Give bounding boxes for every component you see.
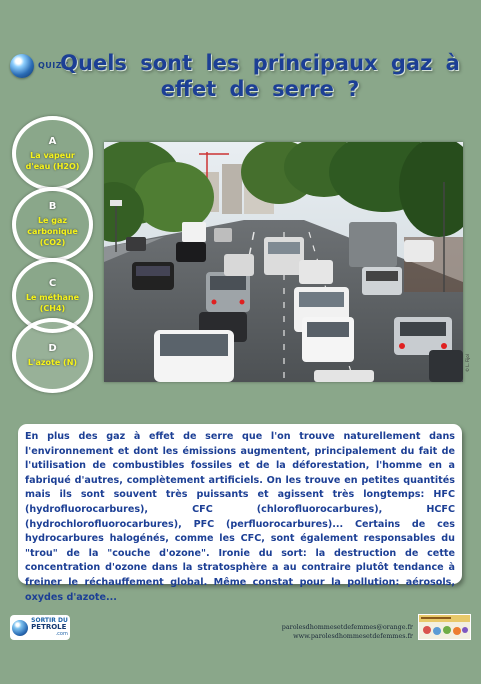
contact-website[interactable]: www.parolesdhommesetdefemmes.fr (293, 632, 413, 640)
logo-line-1: SORTIR DU (31, 617, 68, 624)
answer-option-b[interactable] (12, 187, 93, 262)
logo-line-3: .com (55, 631, 68, 637)
quiz-globe-icon (10, 54, 34, 78)
association-image (418, 614, 471, 640)
option-letter: C (48, 277, 57, 289)
page-title: Quels sont les principaux gaz à effet de serre ? (60, 51, 460, 101)
option-label: Le gaz carbonique (CO2) (27, 216, 78, 247)
option-label: L'azote (N) (27, 358, 78, 367)
answer-option-d[interactable] (12, 318, 93, 393)
traffic-photo (104, 142, 463, 382)
contact-info (282, 623, 413, 641)
contact-email[interactable]: parolesdhommesetdefemmes@orange.fr (281, 623, 413, 631)
logo-globe-icon (12, 620, 28, 636)
photo-credit: © L. Fijol (465, 354, 470, 372)
option-letter: D (48, 343, 57, 354)
answer-option-a[interactable] (12, 116, 93, 191)
logo-text (31, 617, 68, 638)
option-letter: A (48, 135, 57, 147)
quiz-tag: QUIZZ (38, 61, 69, 70)
option-letter: B (48, 201, 57, 212)
logo-line-2: PETROLE (31, 623, 67, 631)
option-label: La vapeur d'eau (H2O) (25, 150, 80, 171)
sortir-du-petrole-logo[interactable] (10, 615, 70, 640)
option-label: Le méthane (CH4) (25, 292, 80, 313)
explanation-text: En plus des gaz à effet de serre que l'on trouve naturellement dans l'environnement et dont les émissions augmentent, principalement du fait de l'utilisation de combustibles fossiles et de la déforestation, l'homme en a fabriqué d'autres, complètement artificiels. On les trouve en petites quantités mais ils sont souvent très puissants et agissent très longtemps: HFC (hydrofluorocarbures), CFC (chlorofluorocarbures), HCFC (hydrochlorofluorocarbures), PFC (perfluorocarbures)... Certains de ces hydrocarbures halogénés, comme les CFC, sont également responsables du "trou" de la "couche d'ozone". Ironie du sort: la destruction de cette concentration d'ozone dans la stratosphère a au contraire plutôt tendance à freiner le réchauffement global. Même constat pour la pollution: aérosols, oxydes d'azote... (25, 431, 455, 603)
explanation-textbox (18, 424, 462, 603)
